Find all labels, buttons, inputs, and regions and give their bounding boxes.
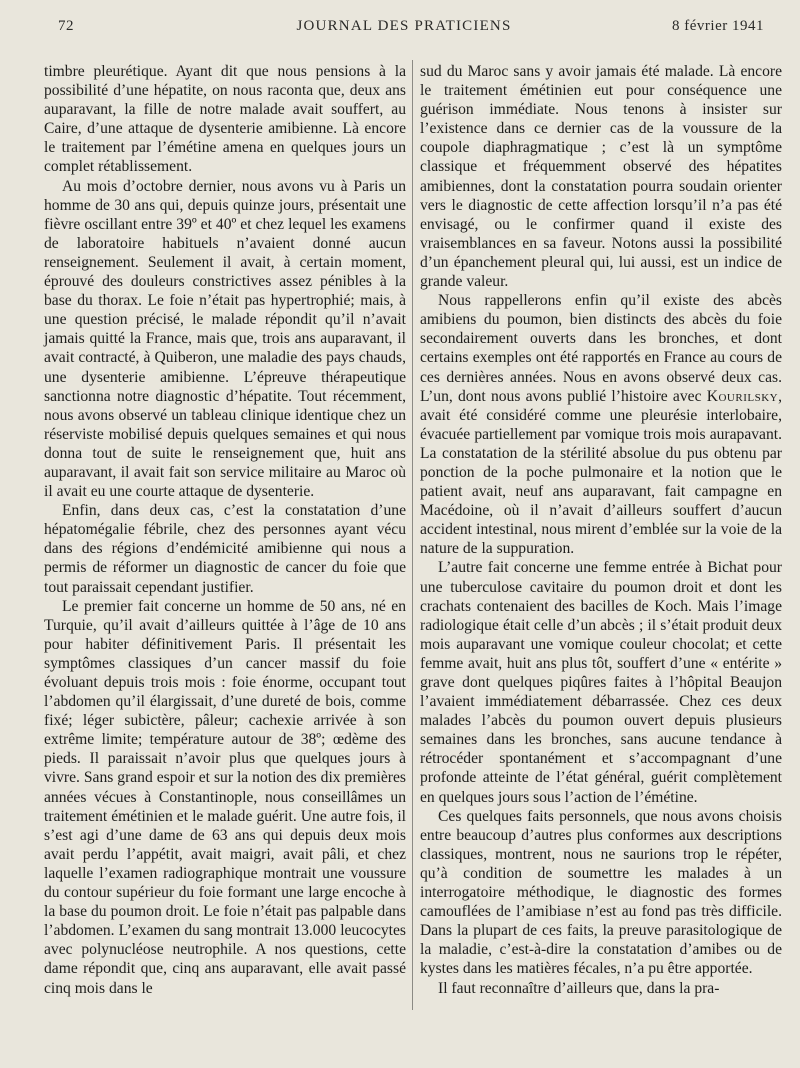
journal-title: JOURNAL DES PRATICIENS [296, 18, 512, 34]
paragraph: Enfin, dans deux cas, c’est la constatation d’une hépatomégalie fébrile, chez des personnes ayant vécu dans des régions d’endémicité amibienne qui nous a permis de réformer un diagnostic de cancer du foie que tout paraissait cependant justifier. [44, 502, 406, 596]
author-name: Kourilsky [706, 387, 779, 405]
text-run: , avait été considéré comme une pleurésie interlobaire, évacuée partiellement par vomique trois mois aurapavant. La constatation de la stérilité absolue du pus obtenu par ponction de la poche pulmonaire et la notion que le patient avait, neuf ans auparavant, fait campagne en Macédoine, où il n’avait d’ailleurs souffert d’aucun accident intestinal, nous mirent d’emblée sur la voie de la nature de la suppuration. [420, 387, 782, 558]
paragraph: sud du Maroc sans y avoir jamais été malade. Là encore le traitement émétinien eut pour conséquence une guérison immédiate. Nous tenons à insister sur l’existence dans ce dernier cas de la voussure de la coupole diaphragmatique ; c’est là un symptôme classique et fréquemment observé des hépatites amibiennes, dont la constatation pourra soudain orienter vers le diagnostic de cette affection lorsqu’il n’a pas été envisagé, ou le confirmer quand il existe des vraisemblances en sa faveur. Notons aussi la possibilité d’un épanchement pleural qui, lui aussi, est un indice de grande valeur. [420, 63, 782, 291]
paragraph: Il faut reconnaître d’ailleurs que, dans la pra- [438, 979, 720, 997]
page-header [44, 18, 764, 40]
column-divider [412, 60, 413, 1010]
paragraph [420, 291, 782, 558]
left-column [44, 62, 406, 998]
paragraph: timbre pleurétique. Ayant dit que nous pensions à la possibilité d’une hépatite, on nous raconta que, deux ans auparavant, la fille de notre malade avait souffert, au Caire, d’une attaque de dysenterie amibienne. Là encore le traitement par l’émétine amena en quelques jours un complet rétablissement. [44, 63, 406, 176]
text-run: Nous rappellerons enfin qu’il existe des abcès amibiens du poumon, bien distincts des abcès du foie secondairement ouverts dans les bronches, et dont certains exemples ont été rapportés en France au cours de ces dernières années. Nous en avons observé deux cas. L’un, dont nous avons publié l’histoire avec [420, 292, 782, 405]
issue-date: 8 février 1941 [672, 18, 764, 34]
paragraph: Ces quelques faits personnels, que nous avons choisis entre beaucoup d’autres plus conformes aux descriptions classiques, montrent, nous ne saurions trop le répéter, qu’à condition de soumettre les malades à un interrogatoire méthodique, le diagnostic des formes camouflées de l’amibiase n’est au fond pas très difficile. Dans la plupart de ces faits, la preuve parasitologique de la maladie, c’est-à-dire la constatation d’amibes ou de kystes dans les matières fécales, n’a pu être apportée. [420, 807, 782, 978]
right-column [420, 62, 782, 998]
paragraph: L’autre fait concerne une femme entrée à Bichat pour une tuberculose cavitaire du poumon droit et dont les crachats contenaient des bacilles de Koch. Mais l’image radiologique était celle d’un abcès ; il s’était produit deux mois auparavant une vomique couleur chocolat; et cette femme avait, huit ans plus tôt, souffert d’une « entérite » grave dont quelques piqûres faites à l’hôpital Beaujon l’avaient immédiatement débarrassée. Chez ces deux malades l’abcès du poumon ouvert depuis plusieurs semaines dans les bronches, sans aucune tendance à rétrocéder spontanément et s’accompagnant d’une profonde atteinte de l’état général, guérit complètement en quelques jours sous l’action de l’émétine. [420, 559, 782, 806]
paragraph: Au mois d’octobre dernier, nous avons vu à Paris un homme de 30 ans qui, depuis quinze jours, présentait une fièvre oscillant entre 39º et 40º et chez lequel les examens de laboratoire habituels n’avaient donné aucun renseignement. Seulement il avait, à certain moment, éprouvé des douleurs constrictives assez pénibles à la base du thorax. Le foie n’était pas hypertrophié; mais, à une question précisé, le malade répondit qu’il n’avait jamais quitté la France, mais que, trois ans auparavant, il avait contracté, à Quiberon, une maladie des pays chauds, une dysenterie amibienne. L’épreuve thérapeutique sanctionna notre diagnostic d’hépatite. Tout récemment, nous avons observé un tableau clinique identique chez un réserviste mobilisé depuis quelques semaines et qui nous donna tout de suite le renseignement que, huit ans auparavant, il avait fait son service militaire au Maroc où il avait eu une courte attaque de dysenterie. [44, 177, 406, 501]
page-number: 72 [58, 18, 74, 34]
paragraph: Le premier fait concerne un homme de 50 ans, né en Turquie, qu’il avait d’ailleurs quittée à l’âge de 10 ans pour habiter définitivement Paris. Il présentait les symptômes classiques d’un cancer massif du foie évoluant depuis trois mois : foie énorme, occupant tout l’abdomen qu’il élargissait, d’une dureté de bois, comme fixé; léger subictère, pâleur; cachexie arrivée à son extrême limite; température autour de 38º; œdème des pieds. Il paraissait n’avoir plus que quelques jours à vivre. Sans grand espoir et sur la notion des dix premières années vécues à Constantinople, nous conseillâmes un traitement émétinien et le malade guérit. Une autre fois, il s’est agi d’une dame de 63 ans qui depuis deux mois avait perdu l’appétit, avait maigri, avait pâli, et chez laquelle l’examen radiographique montrait une voussure du contour supérieur du foie formant une large encoche à la base du poumon droit. Le foie n’était pas palpable dans l’abdomen. L’examen du sang montrait 13.000 leucocytes avec polynucléose neutrophile. A nos questions, cette dame répondit que, cinq ans auparavant, elle avait passé cinq mois dans le [44, 597, 406, 997]
